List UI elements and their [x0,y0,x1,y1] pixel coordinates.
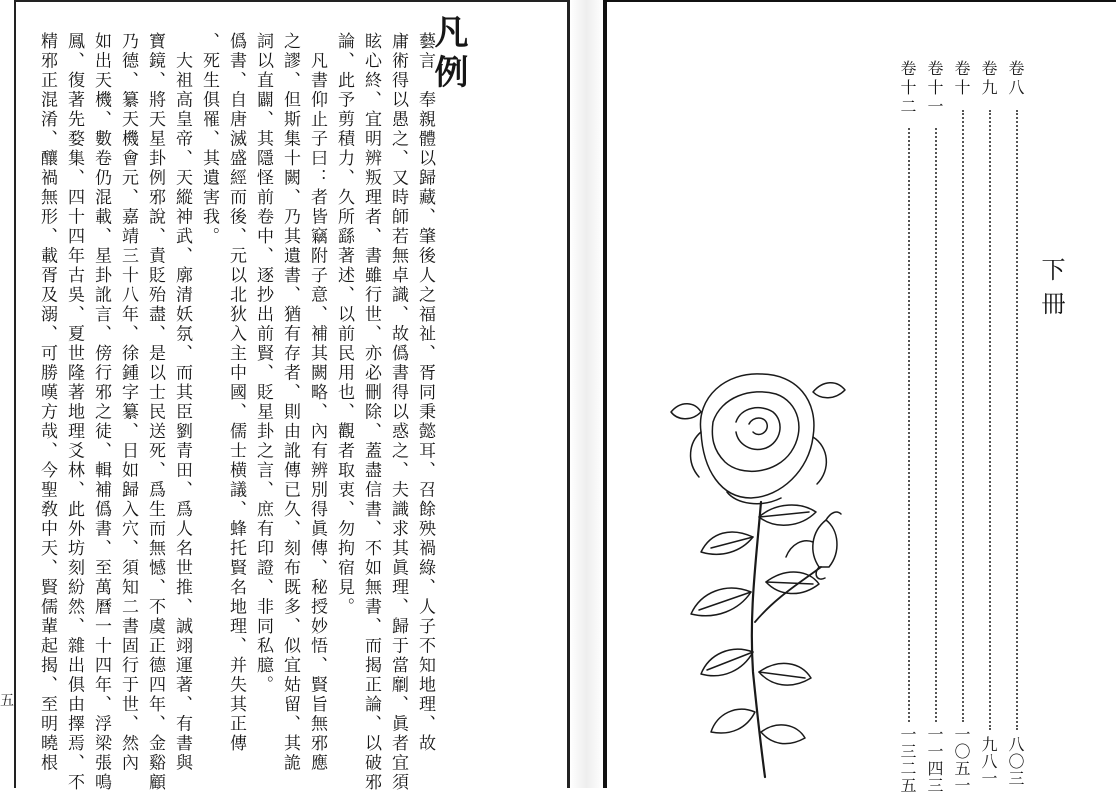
toc-label: 卷十一 [925,60,944,117]
toc-label: 卷九 [979,60,998,98]
text-column: 乃德、纂天機會元、嘉靖三十八年、徐鍾字纂、日如歸入穴、須知二書固行于世、然內 [118,32,138,773]
book-gutter [570,0,603,788]
toc-label: 卷十二 [898,60,917,117]
text-column: 詞以直闢、其隱怪前卷中、逐抄出前賢、貶星卦之言、庶有印證、非同私臆。 [253,32,273,695]
toc-page: 一〇五一 [952,726,971,794]
volume-heading: 下冊 [1037,257,1065,325]
toc-leader [935,128,937,722]
left-page [14,0,570,793]
toc-page: 一三二五 [898,726,917,794]
toc-leader [1016,110,1018,730]
text-column: 之謬、但斯集十闕、乃其遺書、猶有存者、則由訛傳已久、刻布既多、似宜姑留、其詭 [280,32,300,773]
text-column: 大祖高皇帝、天縱神武、廓清妖氛、而其臣劉青田、爲人名世推、誠翊運著、有書與 [172,32,192,773]
text-column: 凡書仰止子曰：者皆竊附子意、補其闕略、內有辨別得眞傳、秘授妙悟、賢旨無邪應 [307,32,327,773]
text-column: 藝言 奉親體以歸藏、肇後人之福祉、胥同秉懿耳、召餘殃禍綠、人子不知地理、故 [415,32,435,754]
text-column: 鳳、復著先婺集、四十四年古吳、夏世隆著地理爻林、此外坊刻紛然、雜出俱由擇焉、不 [64,32,84,793]
text-column: 僞書、自唐滅盛經而後、元以北狄入主中國、儒士横議、蜂托賢名地理、并失其正傳 [226,32,246,754]
toc-leader [908,128,910,722]
toc-leader [962,110,964,722]
toc-label: 卷十 [952,60,971,98]
rose-illustration [641,352,861,782]
text-column: 精邪正混淆、釀禍無形、載胥及溺、可勝嘆方哉、今聖敎中天、賢儒輩起揭、至明曉根 [37,32,57,773]
text-column: 論、此予剪積力、久所繇著述、以前民用也、觀者取衷、勿拘宿見。 [334,32,354,617]
text-column: 庸術得以愚之、又時師若無卓識、故僞書得以惑之、夫識求其眞理、歸于當劘、眞者宜須 [388,32,408,793]
toc-page: 八〇三 [1006,736,1025,787]
page-title: 凡例 [428,14,468,94]
text-column: 、死生俱罹、其遺害我。 [199,32,219,247]
text-column: 眩心終、宜明辨叛理者、書雖行世、亦必刪除、蓋盡信書、不如無書、而揭正論、以破邪 [361,32,381,793]
toc-page: 九八一 [979,736,998,787]
text-column: 如出天機、數卷仍混載、星卦訛言、傍行邪之徒、輯補僞書、至萬曆一十四年、浮梁張鳴 [91,32,111,793]
text-column: 寶鏡、將天星卦例邪說、責貶殆盡、是以士民送死、爲生而無憾、不虞正德四年、金谿顧 [145,32,165,793]
gutter-page-mark: 五 [0,693,14,709]
toc-leader [989,110,991,730]
right-page [603,0,1116,794]
toc-page: 一一四三 [925,726,944,794]
toc-label: 卷八 [1006,60,1025,98]
